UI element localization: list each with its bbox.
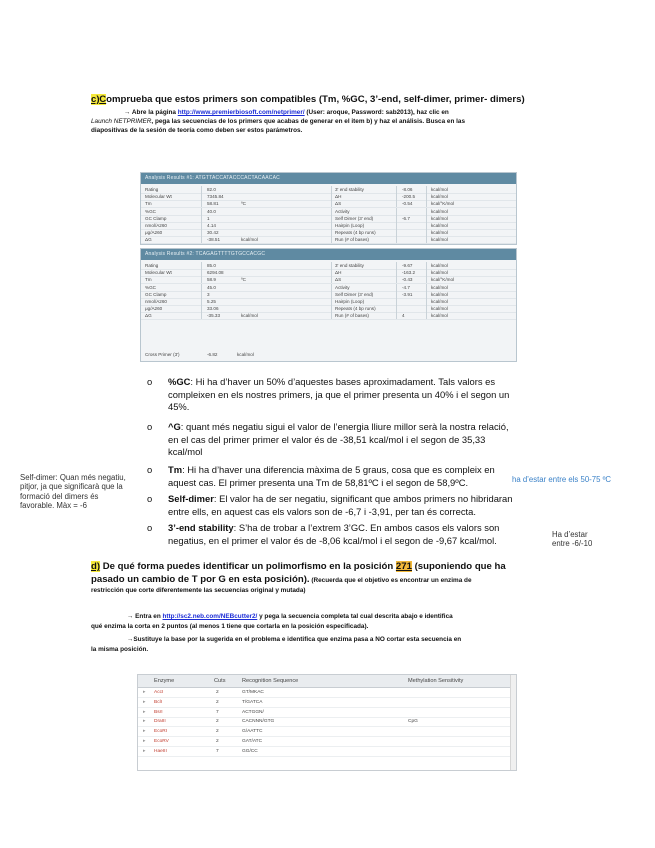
left-value: 45.0 [207,284,216,290]
section-d-heading: d) De qué forma puedes identificar un polimorfismo en la posición 271 (suponiendo que ha pasado un cambio de T por G en esta posición). (Recuerda que el objetivo es encontrar un enzima de restricción que corte diferentemente las secuencias original y mutada) [91,561,506,594]
section-c-heading [91,94,571,106]
left-label: Rating [145,263,159,268]
section-c-letter: c) [91,94,100,105]
bullet-term: Self-dimer [168,493,214,504]
cross-primer-unit: kcal/mol [237,352,254,357]
left-value: 58.9 [207,277,216,283]
bullet-term: ^G [168,421,181,432]
left-label: GC Clamp [145,291,167,297]
right-value: -0.43 [402,277,413,283]
section-c-title: omprueba que estos primers son compatibles (Tm, %GC, 3’-end, self-dimer, primer- dimers) [106,94,525,105]
cross-primer-label: Cross Primer (3') [145,352,180,357]
expand-arrow-icon[interactable]: ▸ [143,748,146,754]
left-label: ΔG [145,313,152,319]
left-value: 40.0 [207,208,216,214]
left-label: μg/A260 [145,306,163,312]
self-dimer-side-note: Self-dimer: Quan més negatiu, pitjor, ja que significarà que la formació del dimers és favorable. Màx = -6 [20,473,126,511]
enzyme-row[interactable] [138,688,516,698]
bullet-marker: o [147,421,153,432]
left-unit: ºC [241,201,246,207]
enzyme-name[interactable]: BclI [154,699,162,705]
expand-arrow-icon[interactable]: ▸ [143,729,146,735]
right-value: -163.2 [402,270,416,276]
left-value: 3 [207,291,210,297]
right-label: Self Dimer (3' end) [335,215,374,221]
left-unit: kcal/mol [241,313,258,319]
left-unit: ºC [241,277,246,283]
right-value: -4.7 [402,284,410,290]
left-value: 4.14 [207,223,216,228]
right-value: -6.7 [402,215,410,221]
bullet-marker: o [147,376,153,387]
header-methylation[interactable]: Methylation Sensitivity [408,678,464,684]
header-cuts[interactable]: Cuts [214,678,226,684]
header-recognition[interactable]: Recognition Sequence [242,678,299,684]
right-unit: kcal/mol [431,270,448,276]
enzyme-cuts: 7 [216,748,219,754]
enzyme-name[interactable]: EcoRV [154,739,169,744]
enzyme-row[interactable] [138,708,516,718]
right-unit: kcal/°K/mol [431,277,455,283]
netprimer-link[interactable]: http://www.premierbiosoft.com/netprimer/ [177,109,305,116]
right-unit: kcal/°K/mol [431,201,455,207]
nebcutter-link[interactable]: http://sc2.neb.com/NEBcutter2/ [162,613,258,620]
bullet-marker: o [147,522,153,533]
enzyme-row[interactable] [138,747,516,757]
bullet-term: Tm [168,464,183,475]
right-unit: kcal/mol [431,208,448,214]
instruction-line-2: Launch NETPRIMER, pega las secuencias de los primers que acabas de generar en el item b) y haz el análisis. Busca en las [91,118,466,125]
bullet-term: %GC [168,376,191,387]
right-label: Repeats (4 bp runs) [335,306,376,312]
left-label: %GC [145,208,156,214]
enzyme-name[interactable]: BsrI [154,709,163,715]
enzyme-recognition-seq: GT/MKAC [242,690,264,695]
section-d-instructions: → Entra en http://sc2.neb.com/NEBcutter2/ y pega la secuencia completa tal cual descrita abajo e identifica qué enzima la corta en 2 puntos (al menos 1 tiene que cortarla en la posición especificada). →Sustituye la base por la sugerida en el problema e identifica que enzima pasa a NO cortar esta secuencia en la misma posición. [91,613,462,653]
left-label: nmol/A260 [145,299,167,304]
enzyme-recognition-seq: G/AATTC [242,729,263,735]
left-value: 5.25 [207,299,216,304]
enzyme-recognition-seq: CACNNN/GTG [242,719,275,725]
bullet-text: 3’-end stability: S’ha de trobar a l’extrem 3’GC. En ambos casos els valors son negatius, en el primer el valor és de -8,06 kcal/mol i el segon de -9,67 kcal/mol. [168,522,500,546]
right-unit: kcal/mol [431,306,448,312]
analysis-results-panel-1 [140,172,517,245]
right-unit: kcal/mol [431,291,448,297]
expand-arrow-icon[interactable]: ▸ [143,690,146,695]
section-d-letter: d) [91,561,101,572]
stability-side-note: Ha d’estar entre -6/-10 [552,530,593,549]
right-unit: kcal/mol [431,237,448,243]
right-label: Self Dimer (3' end) [335,291,374,297]
enzyme-name[interactable]: HaeIII [154,748,167,754]
bullet-text: ^G: quant més negatiu sigui el valor de l’energia lliure millor serà la nostra relació, en el cas del primer primer el valor és de -38,51 kcal/mol i el segon de 35,33 kcal/mol [168,421,509,458]
left-unit: kcal/mol [241,237,258,243]
right-unit: kcal/mol [431,313,448,319]
right-unit: kcal/mol [431,187,448,192]
left-label: Molecular Wt [145,194,172,200]
enzyme-row[interactable] [138,727,516,737]
expand-arrow-icon[interactable]: ▸ [143,699,146,705]
left-label: Rating [145,187,159,192]
section-c-first-letter: C [99,94,107,105]
bullet-marker: o [147,493,153,504]
left-value: 1 [207,215,210,221]
enzyme-recognition-seq: ACTGGN/ [242,709,264,715]
analysis-results-panel-2 [140,248,517,362]
cross-primer-row [141,351,516,358]
result-row [141,236,516,244]
left-label: Tm [145,201,152,207]
left-value: 30.42 [207,230,219,236]
right-unit: kcal/mol [431,284,448,290]
right-unit: kcal/mol [431,263,448,268]
enzyme-recognition-seq: GG/CC [242,748,258,754]
right-unit: kcal/mol [431,194,448,200]
enzyme-cuts: 2 [216,729,219,735]
left-value: -35.33 [207,313,221,319]
enzyme-row[interactable] [138,698,516,708]
left-label: GC Clamp [145,215,167,221]
right-label: Hairpin (Loop) [335,299,365,304]
right-label: Hairpin (Loop) [335,223,365,228]
right-unit: kcal/mol [431,215,448,221]
header-enzyme[interactable]: Enzyme [154,678,175,684]
right-label: Activity [335,208,350,214]
left-value: 58.81 [207,201,219,207]
left-label: %GC [145,284,156,290]
enzyme-name[interactable]: DraIII [154,719,166,725]
right-unit: kcal/mol [431,230,448,236]
left-value: 33.06 [207,306,219,312]
enzyme-methylation: CpG [408,719,418,725]
instruction-line-3: diapositivas de la sesión de teoría como deben ser estos parámetros. [91,127,303,134]
left-label: ΔG [145,237,152,243]
left-value: 6294.08 [207,270,224,276]
right-label: Run (# of bases) [335,237,369,243]
enzyme-name[interactable]: EcoRI [154,729,168,735]
bullet-marker: o [147,464,153,475]
right-value: -0.54 [402,201,413,207]
right-label: ΔS [335,201,342,207]
tm-range-note: ha d’estar entre els 50-75 ºC [512,475,612,484]
right-value: -9.67 [402,263,413,268]
enzyme-cuts: 2 [216,699,219,705]
right-label: ΔH [335,270,342,276]
enzyme-cuts: 2 [216,739,219,744]
right-label: Run (# of bases) [335,313,369,319]
expand-arrow-icon[interactable]: ▸ [143,719,146,725]
enzyme-recognition-seq: GAT/ATC [242,739,263,744]
enzyme-cuts: 2 [216,719,219,725]
expand-arrow-icon[interactable]: ▸ [143,709,146,715]
instruction-line-1: → Abre la página http://www.premierbiosoft.com/netprimer/ (User: aroque, Password: sab2013), haz clic en [124,109,449,116]
section-c-instructions [91,108,571,135]
bullet-text: %GC: Hi ha d’haver un 50% d’aquestes bases aproximadament. Tals valors es compleixen en els nostres primers, ja que el primer presenta un 40% i el segon un 45%. [168,376,510,413]
result-row [141,312,516,320]
bullet-text: Self-dimer: El valor ha de ser negatiu, significant que ambos primers no hibridaran entre ells, en aquest cas els valors son de -6,7 i -3,91, per tan és correcta. [168,493,513,517]
enzyme-table-header [138,675,516,688]
enzyme-recognition-seq: T/GATCA [242,699,263,705]
bullet-text: Tm: Hi ha d’haver una diferencia màxima de 5 graus, cosa que es compleix en aquest cas. El primer presenta una Tm de 58,81ºC i el segon de 58,9ºC. [168,464,495,488]
panel-1-title: Analysis Results #1: ATGTTACCATACCCACTACAACAC [141,173,516,184]
right-value: -3.91 [402,291,413,297]
enzyme-table [137,674,517,771]
left-label: Tm [145,277,152,283]
enzyme-cuts: 7 [216,709,219,715]
expand-arrow-icon[interactable]: ▸ [143,739,146,744]
bullet-term: 3’-end stability [168,522,234,533]
right-label: 3' end stability [335,263,364,268]
polymorphism-position: 271 [395,561,412,572]
table-scrollbar[interactable] [510,675,516,770]
cross-primer-value: -6.82 [207,352,218,357]
right-value: 4 [402,313,405,319]
right-label: ΔH [335,194,342,200]
right-label: 3' end stability [335,187,364,192]
right-value: -8.06 [402,187,413,192]
left-value: 82.0 [207,187,216,192]
enzyme-name[interactable]: AccI [154,690,164,695]
left-value: 7345.84 [207,194,224,200]
left-label: nmol/A260 [145,223,167,228]
left-value: -38.51 [207,237,221,243]
enzyme-row[interactable] [138,737,516,747]
right-label: ΔS [335,277,342,283]
right-unit: kcal/mol [431,223,448,228]
left-label: μg/A260 [145,230,163,236]
right-label: Activity [335,284,350,290]
left-label: Molecular Wt [145,270,172,276]
enzyme-cuts: 2 [216,690,219,695]
left-value: 85.0 [207,263,216,268]
right-unit: kcal/mol [431,299,448,304]
right-label: Repeats (4 bp runs) [335,230,376,236]
enzyme-row[interactable] [138,717,516,727]
right-value: -200.5 [402,194,416,200]
panel-2-title: Analysis Results #2: TCAGAGTTTTGTGCCACGC [141,249,516,260]
